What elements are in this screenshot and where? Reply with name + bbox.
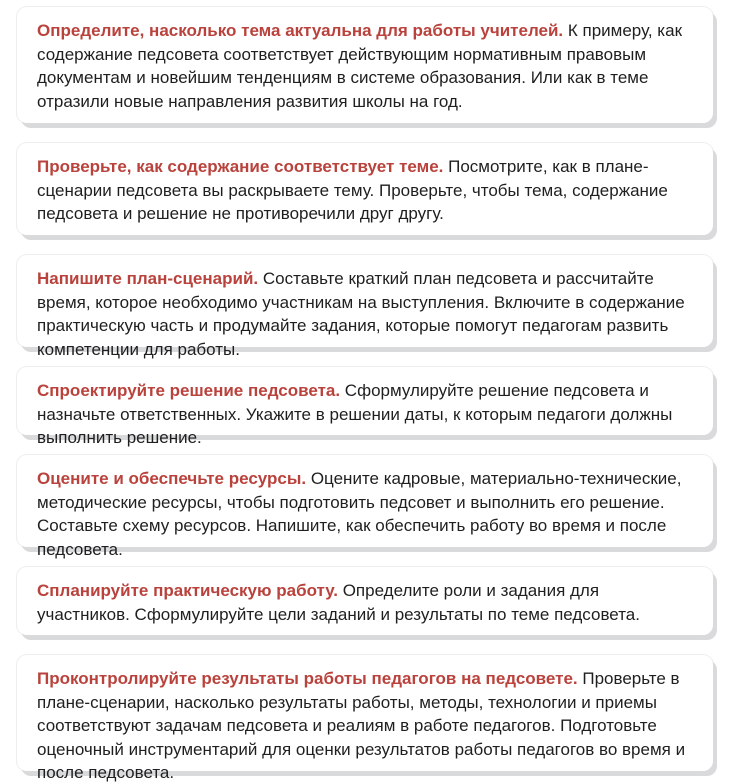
step-card-practical-work (17, 567, 713, 635)
step-text: Посмотрите, как в плане-сценарии педсовета вы раскрываете тему. Проверьте, чтобы тема, содержание педсовета и решение не противоречили друг другу. (37, 157, 668, 223)
step-title: Определите, насколько тема актуальна для работы учителей. (37, 21, 564, 40)
step-card-plan-scenario (17, 255, 713, 359)
step-card-resources (17, 455, 713, 559)
step-card-decision (17, 367, 713, 447)
step-text: Составьте краткий план педсовета и рассчитайте время, которое необходимо участникам на выступления. Включите в содержание практическую часть и продумайте задания, которые помогут педагогам развить компетенции для работы. (37, 269, 685, 359)
step-text: Определите роли и задания для участников. Сформулируйте цели заданий и результаты по теме педсовета. (37, 581, 640, 624)
step-text: Сформулируйте решение педсовета и назначьте ответственных. Укажите в решении даты, к которым педагоги должны выполнить решение. (37, 381, 673, 447)
step-text: К примеру, как содержание педсовета соответствует действующим нормативным правовым документам и новейшим тенденциям в системе образования. Или как в теме отразили новые направления развития школы на год. (37, 21, 683, 111)
step-card-control-results (17, 655, 713, 782)
step-text: Проверьте в плане-сценарии, насколько результаты работы, методы, технологии и приемы соответствуют задачам педсовета и реалиям в работе педагогов. Подготовьте оценочный инструментарий для оценки результатов работы педагогов во время и после педсовета. (37, 669, 686, 782)
step-title: Спланируйте практическую работу. (37, 581, 338, 600)
step-text: Оцените кадровые, материально-технические, методические ресурсы, чтобы подготовить педсовет и выполнить его решение. Составьте схему ресурсов. Напишите, как обеспечить работу во время и после педсовета. (37, 469, 682, 559)
step-title: Спроектируйте решение педсовета. (37, 381, 341, 400)
step-card-relevance (17, 7, 713, 123)
step-card-content-check (17, 143, 713, 235)
step-title: Оцените и обеспечьте ресурсы. (37, 469, 307, 488)
step-title: Проверьте, как содержание соответствует теме. (37, 157, 444, 176)
step-title: Проконтролируйте результаты работы педагогов на педсовете. (37, 669, 578, 688)
step-title: Напишите план-сценарий. (37, 269, 259, 288)
